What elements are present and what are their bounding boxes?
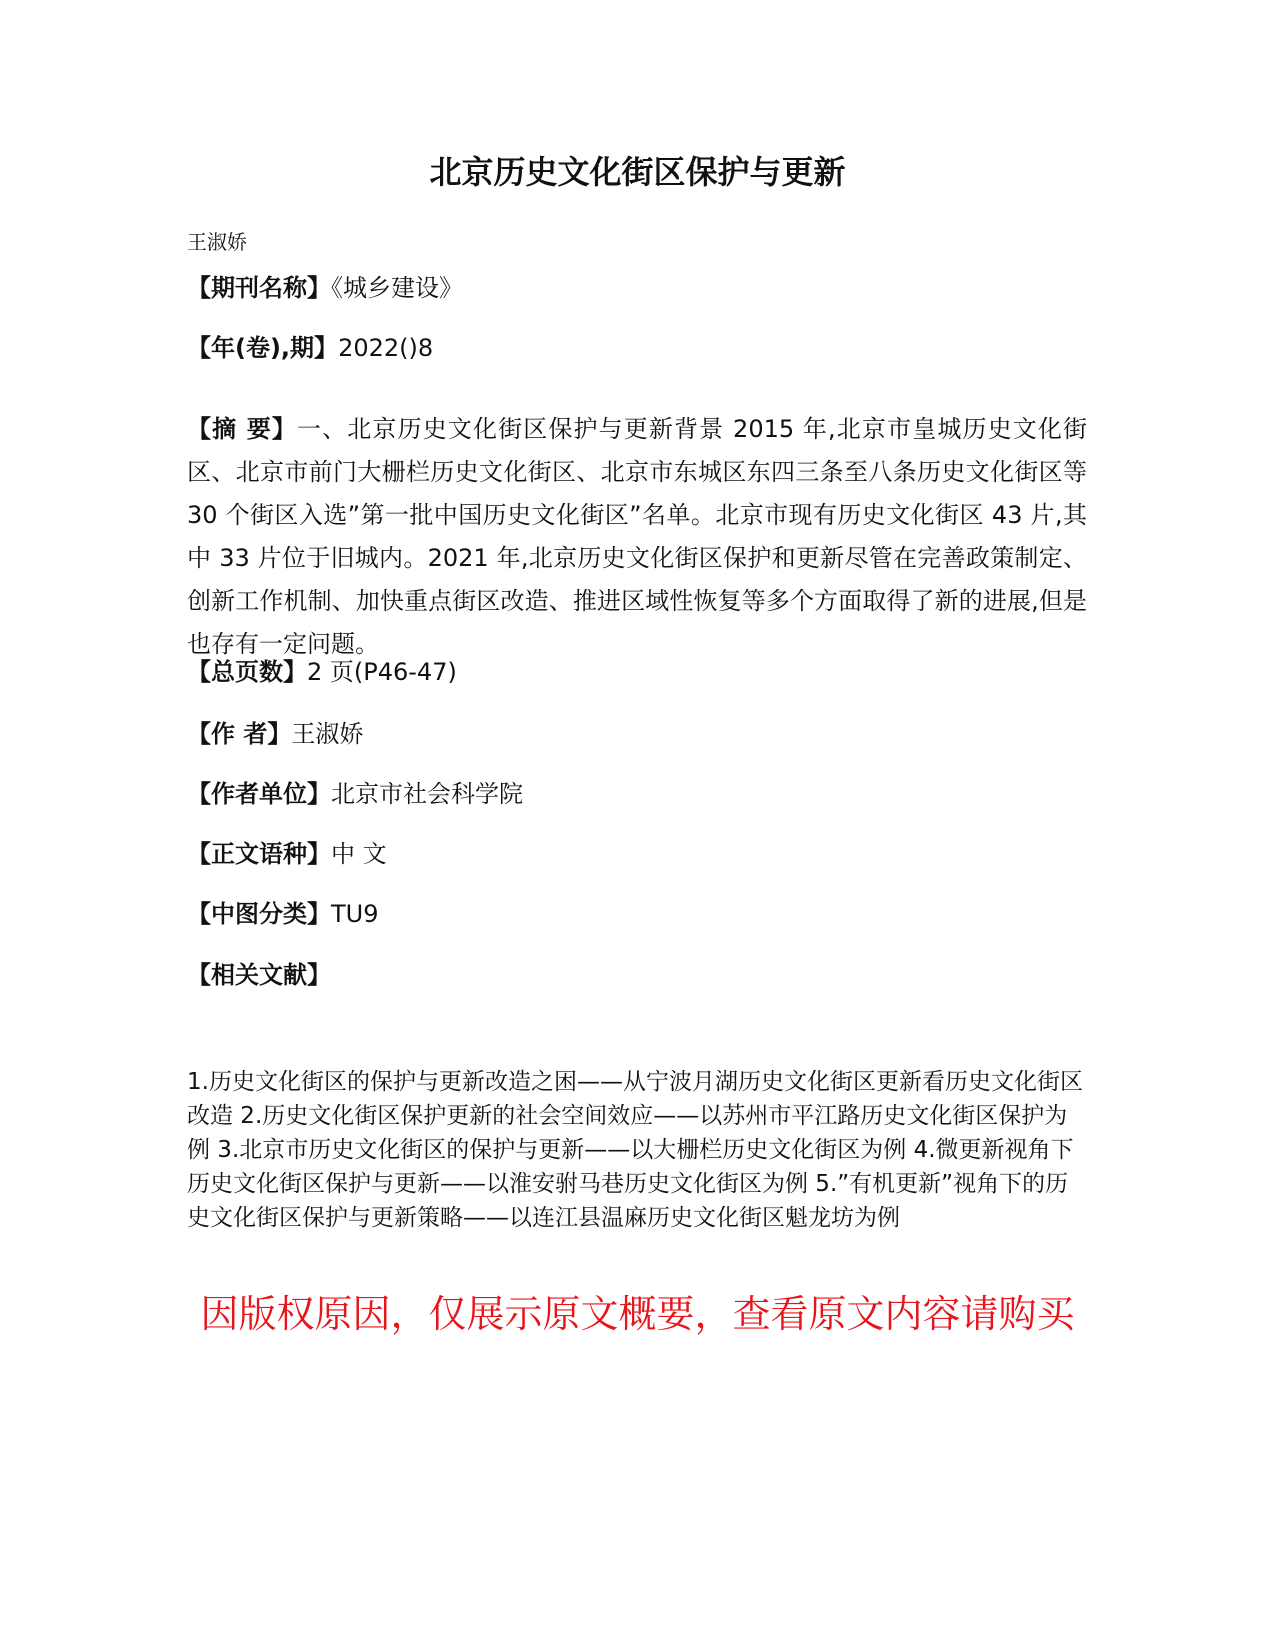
language-value: 中 文 (331, 840, 387, 868)
author-name: 王淑娇 (187, 230, 247, 254)
author-field (187, 714, 1087, 754)
pages-field (187, 652, 1087, 692)
author-value: 王淑娇 (291, 720, 364, 748)
affiliation-label: 【作者单位】 (187, 780, 331, 808)
affiliation-field (187, 774, 1087, 814)
classification-field (187, 894, 1087, 934)
affiliation-value: 北京市社会科学院 (331, 780, 523, 808)
language-label: 【正文语种】 (187, 840, 331, 868)
abstract-label: 【摘 要】 (187, 415, 298, 443)
author-label: 【作 者】 (187, 720, 292, 748)
related-references: 1.历史文化街区的保护与更新改造之困——从宁波月湖历史文化街区更新看历史文化街区改造 2.历史文化街区保护更新的社会空间效应——以苏州市平江路历史文化街区保护为例 3.北京市历史文化街区的保护与更新——以大栅栏历史文化街区为例 4.微更新视角下历史文化街区保护与更新——以淮安驸马巷历史文化街区为例 5.”有机更新”视角下的历史文化街区保护与更新策略——以连江县温麻历史文化街区魁龙坊为例 (187, 1069, 1083, 1231)
abstract-text: 一、北京历史文化街区保护与更新背景 2015 年,北京市皇城历史文化街区、北京市前门大栅栏历史文化街区、北京市东城区东四三条至八条历史文化街区等 30 个街区入选”第一批中国历史文化街区”名单。北京市现有历史文化街区 43 片,其中 33 片位于旧城内。2021 年,北京历史文化街区保护和更新尽管在完善政策制定、创新工作机制、加快重点街区改造、推进区域性恢复等多个方面取得了新的进展,但是也存有一定问题。 (187, 415, 1087, 658)
classification-value: TU9 (331, 900, 379, 928)
year-value: 2022()8 (338, 334, 434, 362)
year-field (187, 328, 1087, 368)
journal-field (187, 268, 1087, 308)
year-label: 【年(卷),期】 (187, 334, 339, 362)
classification-label: 【中图分类】 (187, 900, 331, 928)
page-title: 北京历史文化街区保护与更新 (429, 153, 846, 191)
pages-label: 【总页数】 (187, 658, 307, 686)
related-label: 【相关文献】 (187, 961, 331, 989)
language-field (187, 834, 1087, 874)
journal-label: 【期刊名称】 (187, 274, 331, 302)
copyright-notice: 因版权原因，仅展示原文概要，查看原文内容请购买 (200, 1292, 1075, 1336)
journal-value: 《城乡建设》 (331, 274, 463, 302)
pages-value: 2 页(P46-47) (307, 658, 457, 686)
abstract-field (187, 408, 1087, 666)
related-heading (187, 955, 1087, 995)
